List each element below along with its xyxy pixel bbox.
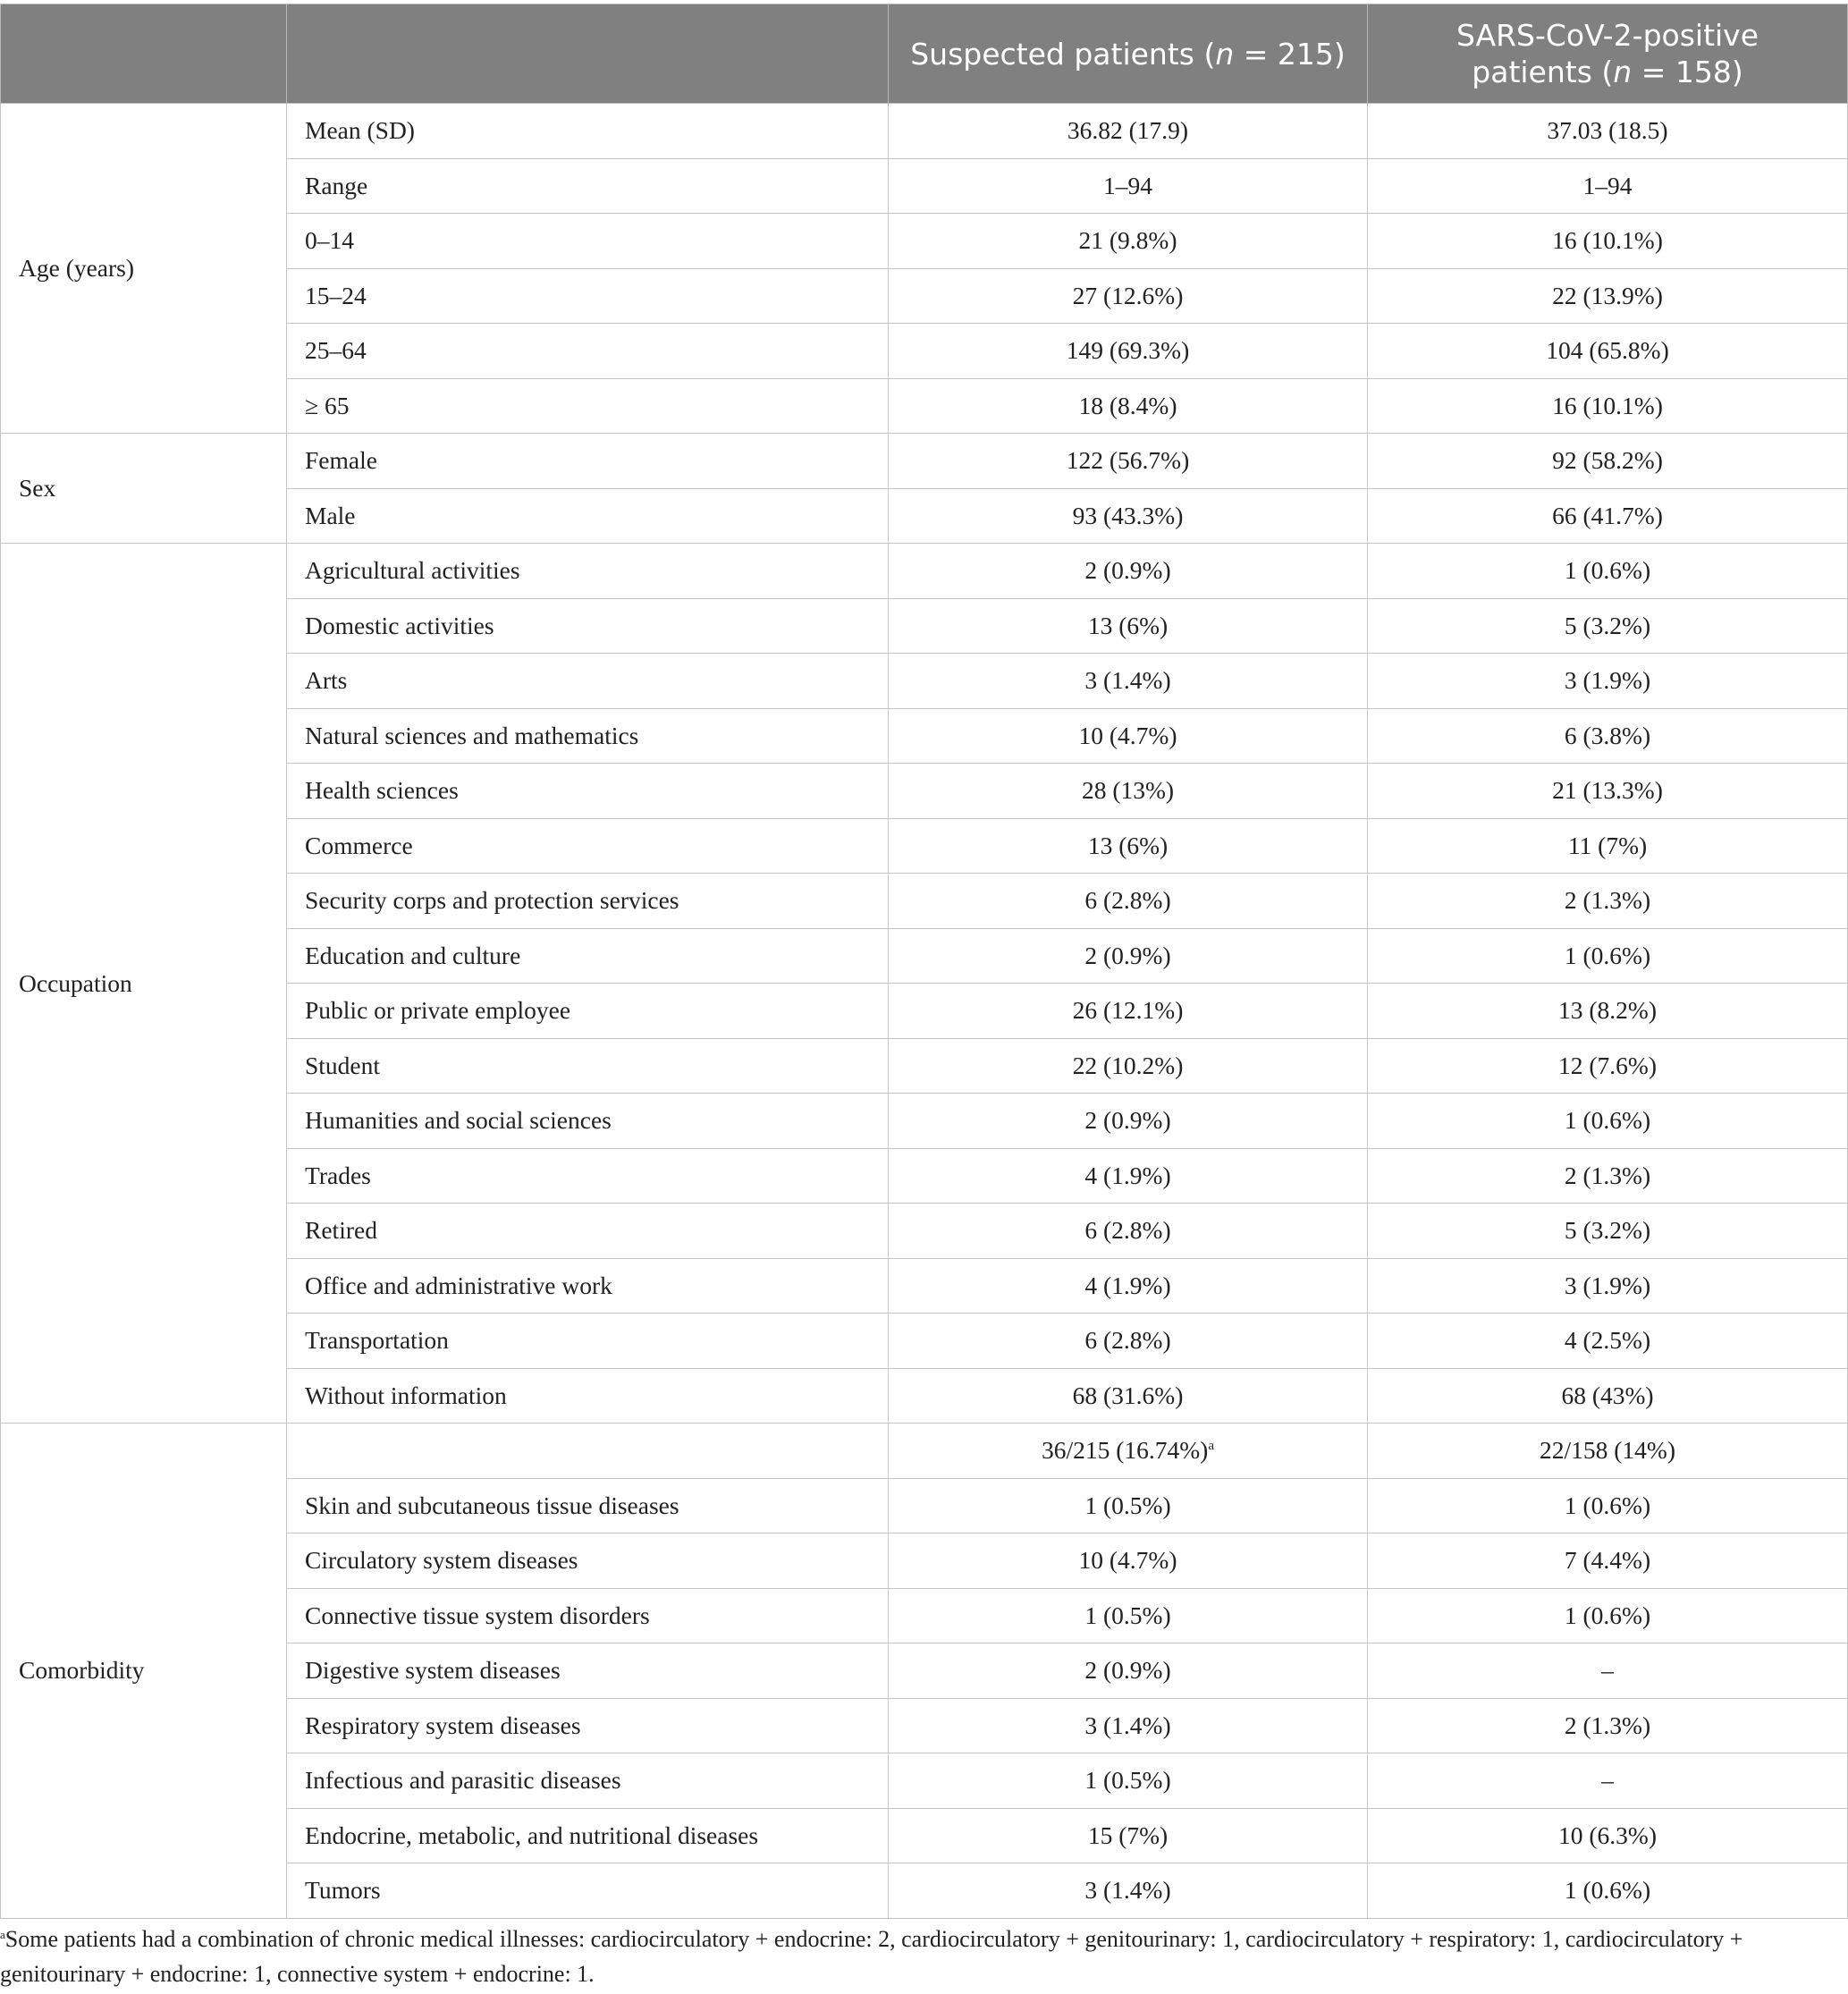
positive-value-cell: – bbox=[1368, 1643, 1848, 1699]
suspected-value: 1 (0.5%) bbox=[1084, 1601, 1171, 1629]
header-suspected-patients bbox=[889, 4, 1368, 104]
positive-value-cell: 68 (43%) bbox=[1368, 1368, 1848, 1424]
positive-value-cell: 10 (6.3%) bbox=[1368, 1808, 1848, 1863]
suspected-value-cell bbox=[889, 1314, 1368, 1369]
demographics-table bbox=[0, 4, 1848, 1919]
suspected-value-cell bbox=[889, 1424, 1368, 1479]
positive-value-cell: 21 (13.3%) bbox=[1368, 764, 1848, 819]
positive-value-cell: 37.03 (18.5) bbox=[1368, 104, 1848, 159]
row-label-cell: ≥ 65 bbox=[287, 378, 889, 434]
suspected-value: 26 (12.1%) bbox=[1072, 996, 1184, 1025]
suspected-value-cell bbox=[889, 1808, 1368, 1863]
suspected-value: 6 (2.8%) bbox=[1084, 1326, 1171, 1355]
header-positive-prefix: patients ( bbox=[1472, 55, 1614, 89]
positive-value-cell: 16 (10.1%) bbox=[1368, 214, 1848, 269]
row-label-cell: Skin and subcutaneous tissue diseases bbox=[287, 1478, 889, 1534]
table-row bbox=[1, 1424, 1848, 1479]
row-label-cell: Security corps and protection services bbox=[287, 874, 889, 929]
suspected-value: 13 (6%) bbox=[1087, 831, 1169, 859]
suspected-value: 10 (4.7%) bbox=[1078, 721, 1177, 749]
positive-value-cell: 6 (3.8%) bbox=[1368, 708, 1848, 764]
suspected-value: 149 (69.3%) bbox=[1066, 336, 1190, 365]
suspected-value: 122 (56.7%) bbox=[1066, 446, 1190, 475]
suspected-value-cell bbox=[889, 1368, 1368, 1424]
suspected-value: 36/215 (16.74%) bbox=[1041, 1436, 1209, 1465]
suspected-value-cell bbox=[889, 1478, 1368, 1534]
positive-value-cell: 2 (1.3%) bbox=[1368, 1698, 1848, 1753]
table-row bbox=[1, 544, 1848, 599]
positive-value-cell: 66 (41.7%) bbox=[1368, 488, 1848, 544]
suspected-value: 18 (8.4%) bbox=[1078, 391, 1177, 419]
suspected-value: 2 (0.9%) bbox=[1084, 556, 1171, 585]
suspected-value: 1 (0.5%) bbox=[1084, 1766, 1171, 1795]
row-label-cell: Retired bbox=[287, 1204, 889, 1259]
positive-value-cell: 1 (0.6%) bbox=[1368, 1863, 1848, 1919]
header-positive-line1: SARS-CoV-2-positive bbox=[1456, 18, 1759, 53]
row-label-cell: 0–14 bbox=[287, 214, 889, 269]
suspected-value-cell bbox=[889, 708, 1368, 764]
header-group-cell bbox=[1, 4, 287, 104]
positive-value-cell: 1 (0.6%) bbox=[1368, 1478, 1848, 1534]
row-label-cell: Office and administrative work bbox=[287, 1258, 889, 1314]
group-label-cell: Age (years) bbox=[1, 104, 287, 434]
suspected-value: 27 (12.6%) bbox=[1072, 281, 1184, 309]
suspected-value: 22 (10.2%) bbox=[1072, 1051, 1184, 1079]
suspected-value: 21 (9.8%) bbox=[1078, 226, 1177, 255]
table-row bbox=[1, 434, 1848, 489]
row-label-cell: Mean (SD) bbox=[287, 104, 889, 159]
suspected-value: 3 (1.4%) bbox=[1084, 1876, 1171, 1905]
row-label-cell: Digestive system diseases bbox=[287, 1643, 889, 1699]
footnote-marker: a bbox=[0, 1928, 5, 1941]
suspected-value: 3 (1.4%) bbox=[1084, 1711, 1171, 1739]
positive-value-cell: 16 (10.1%) bbox=[1368, 378, 1848, 434]
row-label-cell: Range bbox=[287, 158, 889, 214]
table-footnote bbox=[0, 1922, 1842, 1991]
table-row bbox=[1, 104, 1848, 159]
positive-value-cell: 1 (0.6%) bbox=[1368, 928, 1848, 984]
header-suspected-n: n bbox=[1215, 36, 1235, 72]
suspected-value-cell bbox=[889, 324, 1368, 379]
row-label-cell: Connective tissue system disorders bbox=[287, 1588, 889, 1643]
row-label-cell: Female bbox=[287, 434, 889, 489]
positive-value-cell: 12 (7.6%) bbox=[1368, 1038, 1848, 1094]
row-label-cell: Transportation bbox=[287, 1314, 889, 1369]
group-label-cell: Sex bbox=[1, 434, 287, 544]
suspected-value: 36.82 (17.9) bbox=[1067, 116, 1189, 145]
positive-value-cell: 5 (3.2%) bbox=[1368, 1204, 1848, 1259]
suspected-value: 68 (31.6%) bbox=[1072, 1381, 1184, 1409]
suspected-value: 3 (1.4%) bbox=[1084, 666, 1171, 695]
header-row bbox=[1, 4, 1848, 104]
header-category-cell bbox=[287, 4, 889, 104]
suspected-value-cell bbox=[889, 598, 1368, 654]
positive-value-cell: 3 (1.9%) bbox=[1368, 654, 1848, 709]
positive-value-cell: 92 (58.2%) bbox=[1368, 434, 1848, 489]
row-label-cell: Infectious and parasitic diseases bbox=[287, 1753, 889, 1809]
row-label-cell: Domestic activities bbox=[287, 598, 889, 654]
row-label-cell bbox=[287, 1424, 889, 1479]
suspected-value-cell bbox=[889, 1863, 1368, 1919]
row-label-cell: Respiratory system diseases bbox=[287, 1698, 889, 1753]
positive-value-cell: 5 (3.2%) bbox=[1368, 598, 1848, 654]
footnote-reference: a bbox=[1208, 1439, 1215, 1454]
positive-value-cell: 4 (2.5%) bbox=[1368, 1314, 1848, 1369]
row-label-cell: Commerce bbox=[287, 818, 889, 874]
row-label-cell: Circulatory system diseases bbox=[287, 1534, 889, 1589]
header-suspected-suffix: = 215) bbox=[1234, 36, 1346, 72]
positive-value-cell: 22 (13.9%) bbox=[1368, 268, 1848, 324]
header-positive-suffix: = 158) bbox=[1632, 55, 1743, 89]
suspected-value: 4 (1.9%) bbox=[1084, 1271, 1171, 1299]
suspected-value: 2 (0.9%) bbox=[1084, 941, 1171, 969]
positive-value-cell: 1 (0.6%) bbox=[1368, 544, 1848, 599]
positive-value-cell: 13 (8.2%) bbox=[1368, 984, 1848, 1039]
row-label-cell: Public or private employee bbox=[287, 984, 889, 1039]
suspected-value-cell bbox=[889, 1148, 1368, 1204]
row-label-cell: Male bbox=[287, 488, 889, 544]
table-header bbox=[1, 4, 1848, 104]
row-label-cell: Student bbox=[287, 1038, 889, 1094]
suspected-value-cell bbox=[889, 1643, 1368, 1699]
suspected-value: 10 (4.7%) bbox=[1078, 1546, 1177, 1575]
row-label-cell: Trades bbox=[287, 1148, 889, 1204]
suspected-value-cell bbox=[889, 1204, 1368, 1259]
suspected-value-cell bbox=[889, 1588, 1368, 1643]
positive-value-cell: 3 (1.9%) bbox=[1368, 1258, 1848, 1314]
suspected-value-cell bbox=[889, 158, 1368, 214]
row-label-cell: Agricultural activities bbox=[287, 544, 889, 599]
positive-value-cell: 7 (4.4%) bbox=[1368, 1534, 1848, 1589]
suspected-value-cell bbox=[889, 874, 1368, 929]
suspected-value-cell bbox=[889, 1698, 1368, 1753]
row-label-cell: Natural sciences and mathematics bbox=[287, 708, 889, 764]
suspected-value: 28 (13%) bbox=[1081, 776, 1175, 805]
suspected-value-cell bbox=[889, 378, 1368, 434]
positive-value-cell: 2 (1.3%) bbox=[1368, 874, 1848, 929]
row-label-cell: Tumors bbox=[287, 1863, 889, 1919]
row-label-cell: Education and culture bbox=[287, 928, 889, 984]
row-label-cell: Health sciences bbox=[287, 764, 889, 819]
suspected-value: 4 (1.9%) bbox=[1084, 1161, 1171, 1189]
positive-value-cell: 1 (0.6%) bbox=[1368, 1094, 1848, 1149]
suspected-value-cell bbox=[889, 764, 1368, 819]
row-label-cell: 25–64 bbox=[287, 324, 889, 379]
positive-value-cell: 22/158 (14%) bbox=[1368, 1424, 1848, 1479]
group-label-cell: Comorbidity bbox=[1, 1424, 287, 1919]
suspected-value: 15 (7%) bbox=[1087, 1821, 1169, 1849]
row-label-cell: Without information bbox=[287, 1368, 889, 1424]
table-container bbox=[0, 4, 1847, 1919]
suspected-value: 6 (2.8%) bbox=[1084, 886, 1171, 915]
suspected-value-cell bbox=[889, 984, 1368, 1039]
suspected-value-cell bbox=[889, 214, 1368, 269]
positive-value-cell: 1 (0.6%) bbox=[1368, 1588, 1848, 1643]
positive-value-cell: 2 (1.3%) bbox=[1368, 1148, 1848, 1204]
suspected-value-cell bbox=[889, 544, 1368, 599]
group-label-cell: Occupation bbox=[1, 544, 287, 1424]
row-label-cell: Humanities and social sciences bbox=[287, 1094, 889, 1149]
positive-value-cell: 1–94 bbox=[1368, 158, 1848, 214]
positive-value-cell: – bbox=[1368, 1753, 1848, 1809]
row-label-cell: Endocrine, metabolic, and nutritional diseases bbox=[287, 1808, 889, 1863]
suspected-value-cell bbox=[889, 654, 1368, 709]
positive-value-cell: 11 (7%) bbox=[1368, 818, 1848, 874]
footnote-text: Some patients had a combination of chronic medical illnesses: cardiocirculatory + endocrine: 2, cardiocirculatory + genitourinary: 1, cardiocirculatory + respiratory: 1, cardiocirculatory + genitourinary + endocrine: 1, connective system + endocrine: 1. bbox=[0, 1926, 1743, 1987]
row-label-cell: 15–24 bbox=[287, 268, 889, 324]
suspected-value: 2 (0.9%) bbox=[1084, 1656, 1171, 1685]
positive-value-cell: 104 (65.8%) bbox=[1368, 324, 1848, 379]
suspected-value-cell bbox=[889, 104, 1368, 159]
suspected-value: 1–94 bbox=[1103, 171, 1152, 199]
suspected-value-cell bbox=[889, 488, 1368, 544]
header-suspected-prefix: Suspected patients ( bbox=[910, 36, 1216, 72]
header-positive-patients bbox=[1368, 4, 1848, 104]
suspected-value-cell bbox=[889, 1038, 1368, 1094]
suspected-value-cell bbox=[889, 1534, 1368, 1589]
header-positive-n: n bbox=[1613, 55, 1633, 89]
row-label-cell: Arts bbox=[287, 654, 889, 709]
suspected-value: 2 (0.9%) bbox=[1084, 1106, 1171, 1135]
suspected-value-cell bbox=[889, 434, 1368, 489]
suspected-value-cell bbox=[889, 268, 1368, 324]
suspected-value-cell bbox=[889, 1094, 1368, 1149]
suspected-value-cell bbox=[889, 1753, 1368, 1809]
suspected-value: 93 (43.3%) bbox=[1072, 501, 1184, 529]
suspected-value-cell bbox=[889, 818, 1368, 874]
table-body bbox=[1, 104, 1848, 1919]
suspected-value: 1 (0.5%) bbox=[1084, 1491, 1171, 1519]
suspected-value-cell bbox=[889, 1258, 1368, 1314]
suspected-value: 6 (2.8%) bbox=[1084, 1216, 1171, 1245]
suspected-value-cell bbox=[889, 928, 1368, 984]
suspected-value: 13 (6%) bbox=[1087, 611, 1169, 639]
